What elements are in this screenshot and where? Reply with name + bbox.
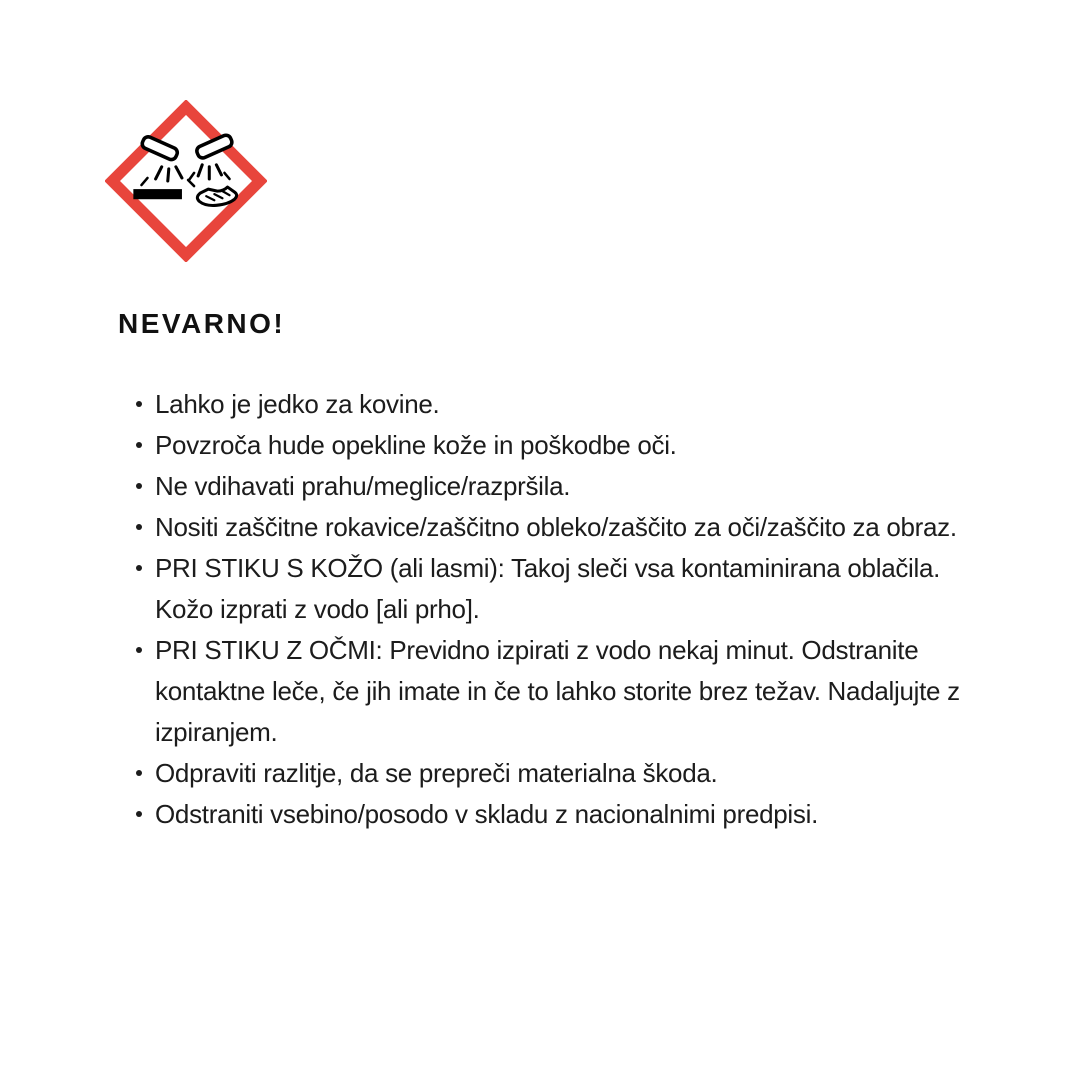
corrosion-pictogram-icon bbox=[105, 100, 267, 262]
statement-item: Nositi zaščitne rokavice/zaščitno obleko/zaščito za oči/zaščito za obraz. bbox=[134, 507, 970, 548]
statement-item: PRI STIKU Z OČMI: Previdno izpirati z vodo nekaj minut. Odstranite kontaktne leče, če jih imate in če to lahko storite brez težav. Nadaljujte z izpiranjem. bbox=[134, 630, 970, 753]
signal-word-heading: NEVARNO! bbox=[118, 308, 286, 339]
pictogram-diamond-border bbox=[112, 107, 260, 255]
pictogram-surface-bar bbox=[133, 189, 182, 199]
statement-item: Ne vdihavati prahu/meglice/razpršila. bbox=[134, 466, 970, 507]
statement-item: PRI STIKU S KOŽO (ali lasmi): Takoj sleči vsa kontaminirana oblačila. Kožo izprati z vodo [ali prho]. bbox=[134, 548, 970, 630]
statement-item: Povzroča hude opekline kože in poškodbe oči. bbox=[134, 425, 970, 466]
statement-item: Odstraniti vsebino/posodo v skladu z nacionalnimi predpisi. bbox=[134, 794, 970, 835]
statement-item: Odpraviti razlitje, da se prepreči materialna škoda. bbox=[134, 753, 970, 794]
statement-item: Lahko je jedko za kovine. bbox=[134, 384, 970, 425]
statements-list bbox=[134, 384, 970, 835]
